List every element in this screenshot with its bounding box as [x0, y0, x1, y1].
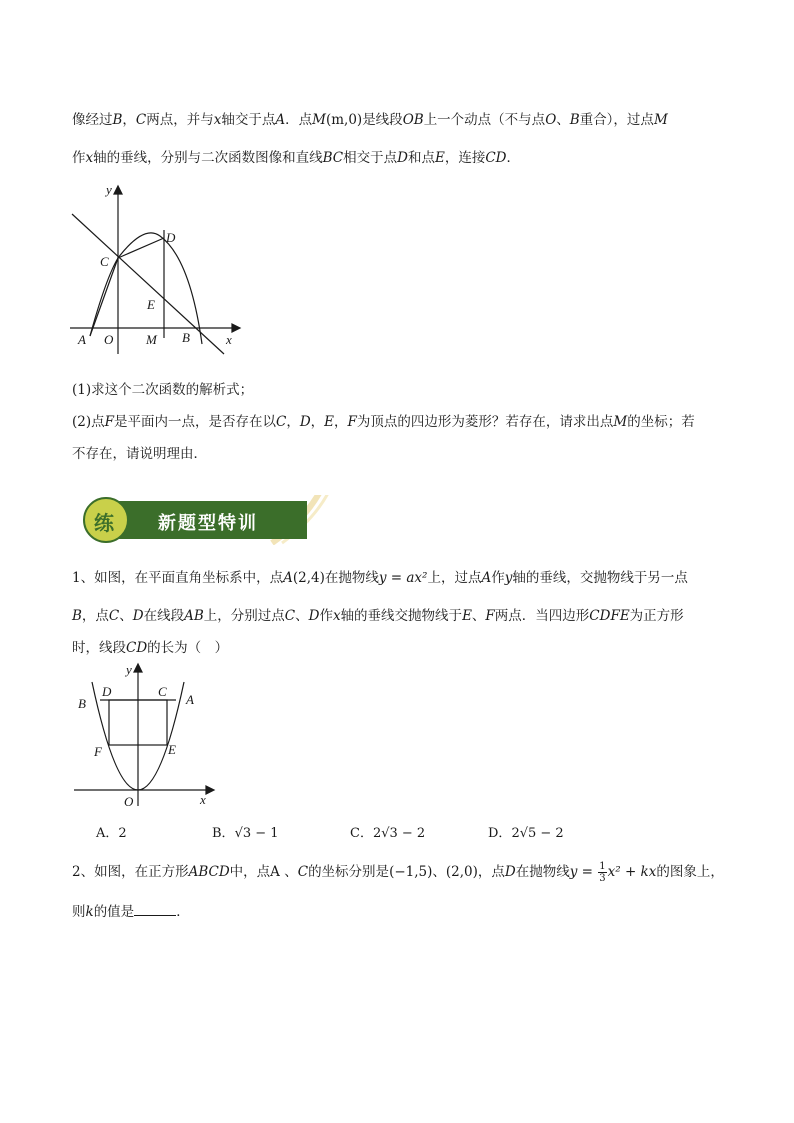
x-axis-arrow [232, 324, 240, 332]
fig1-label-b: B [182, 330, 190, 345]
fig2-label-f: F [94, 744, 102, 759]
fig2-label-e: E [168, 742, 176, 757]
problem-1-line-3: 时，线段CD的长为（ ） [72, 640, 229, 656]
y-axis-arrow-2 [134, 664, 142, 672]
question-2-line-2: 不存在，请说明理由． [72, 446, 207, 462]
figure-square-parabola [72, 660, 222, 810]
fig2-label-o: O [124, 794, 134, 809]
fig1-label-y: y [106, 182, 112, 197]
choice-a[interactable]: A．2 [96, 826, 127, 841]
fig1-label-c: C [100, 254, 109, 269]
answer-blank[interactable] [134, 903, 176, 916]
banner-title: 新题型特训 [158, 513, 258, 534]
fig2-label-y: y [126, 662, 132, 677]
fig1-label-d: D [166, 230, 176, 245]
section-banner [82, 495, 332, 545]
choice-d[interactable]: D．2√5 − 2 [488, 826, 564, 841]
fig1-label-m: M [146, 332, 157, 347]
intro-line-2: 作x轴的垂线，分别与二次函数图像和直线BC相交于点D和点E，连接CD． [72, 150, 520, 166]
problem-1-line-2: B，点C、D在线段AB上，分别过点C、D作x轴的垂线交抛物线于E、F两点．当四边形CDFE为正方形 [72, 608, 684, 624]
line-cd [118, 238, 164, 258]
fig2-label-a: A [186, 692, 194, 707]
choice-b[interactable]: B．√3 − 1 [212, 826, 279, 841]
y-axis-arrow [114, 186, 122, 194]
problem-2-line-1: 2、如图，在正方形ABCD中，点A 、C的坐标分别是(−1,5)、(2,0)，点D在抛物线y = $\frac{1}{3}$ x² + kx的图象上， [72, 861, 724, 884]
fraction-one-third: $\frac{1}{3}$ [599, 861, 606, 884]
fig1-label-x: x [226, 332, 232, 347]
fig2-label-b: B [78, 696, 86, 711]
question-1: (1)求这个二次函数的解析式； [72, 382, 254, 398]
fig2-label-x: x [200, 792, 206, 807]
choice-c[interactable]: C．2√3 − 2 [350, 826, 426, 841]
x-axis-arrow-2 [206, 786, 214, 794]
question-2-line-1: (2)点F是平面内一点，是否存在以C，D，E，F为顶点的四边形为菱形？若存在，请求出点M的坐标；若 [72, 414, 695, 430]
intro-line-1: 像经过B，C两点，并与x轴交于点A．点M(m,0)是线段OB上一个动点（不与点O、B重合），过点M [72, 112, 668, 128]
banner-badge: 练 [94, 511, 114, 535]
fig2-label-d: D [102, 684, 112, 699]
figure-parabola-line [66, 178, 246, 356]
line-ca [90, 258, 118, 336]
problem-2-line-2: 则k的值是 ． [72, 904, 190, 920]
fig1-label-o: O [104, 332, 114, 347]
fig2-label-c: C [158, 684, 167, 699]
fig1-label-e: E [147, 297, 155, 312]
fig1-label-a: A [78, 332, 86, 347]
problem-1-line-1: 1、如图，在平面直角坐标系中，点A(2,4)在抛物线y = ax²上，过点A作y轴的垂线，交抛物线于另一点 [72, 570, 688, 586]
